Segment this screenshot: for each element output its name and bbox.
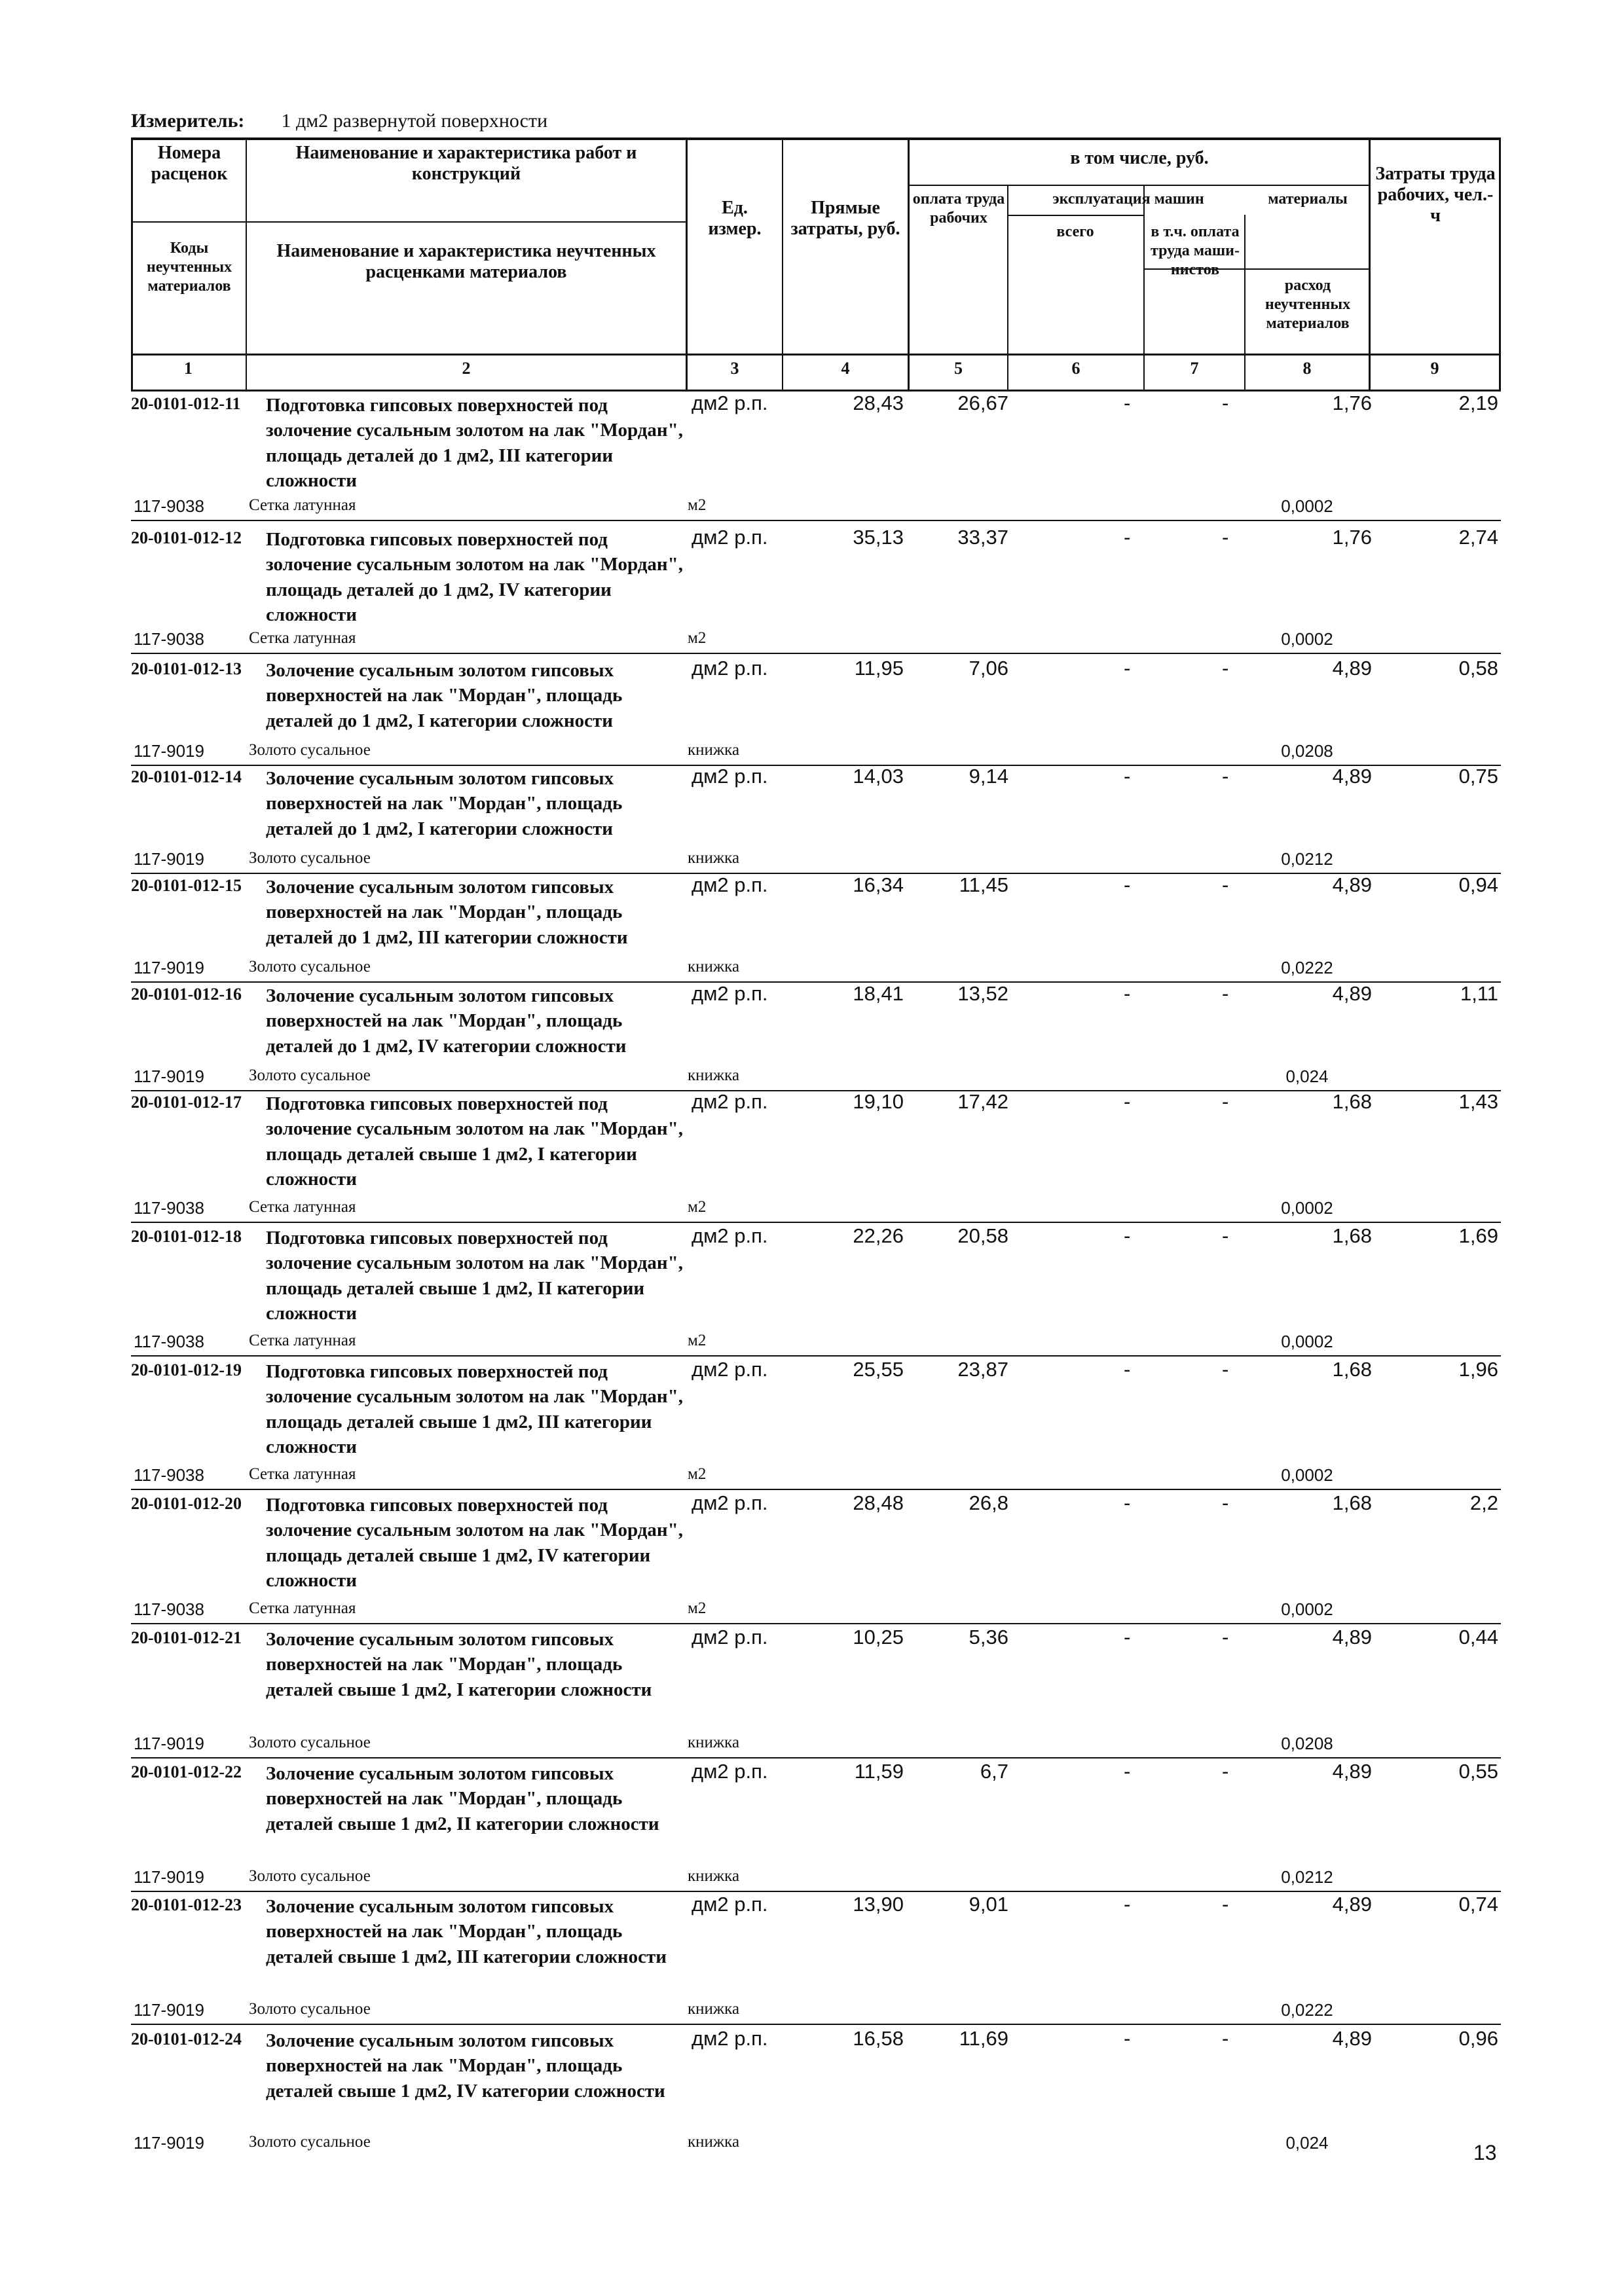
rate-name: Подготовка гипсовых поверхностей под золочение сусальным золотом на лак "Мордан", площадь деталей свыше 1 дм2, I категории сложности [266,1093,683,1190]
materials-cost: 4,89 [1332,765,1372,788]
hdr-c7: в т.ч. оплата труда маши-нистов [1150,223,1240,278]
rate-code: 20-0101-012-15 [131,876,242,895]
row-separator [131,520,1501,521]
row-separator [131,653,1501,654]
machines-labor: - [1222,1491,1229,1514]
labor-hours: 0,44 [1458,1626,1498,1649]
machines-total: - [1124,2027,1131,2050]
rate-code: 20-0101-012-24 [131,2030,242,2049]
col-num-3: 3 [730,359,739,378]
rate-unit: дм2 р.п. [692,873,768,896]
material-unit: книжка [688,741,740,759]
machines-total: - [1124,982,1131,1005]
labor-pay: 11,45 [959,873,1008,896]
labor-pay: 6,7 [980,1760,1008,1783]
rate-code: 20-0101-012-11 [131,394,241,413]
labor-pay: 33,37 [957,526,1008,549]
material-quantity: 0,0002 [1281,629,1333,649]
labor-pay: 20,58 [957,1224,1008,1247]
rate-name: Подготовка гипсовых поверхностей под золочение сусальным золотом на лак "Мордан", площадь деталей свыше 1 дм2, IV категории сложности [266,1495,683,1591]
rate-unit: дм2 р.п. [692,1491,768,1514]
hdr-group: в том числе, руб. [1070,148,1209,168]
direct-costs: 18,41 [853,982,904,1005]
direct-costs: 28,43 [853,392,904,414]
direct-costs: 10,25 [853,1626,904,1649]
rate-name: Золочение сусальным золотом гипсовых поверхностей на лак "Мордан", площадь деталей свыше 1 дм2, IV категории сложности [266,2030,665,2102]
rate-code: 20-0101-012-23 [131,1895,242,1914]
labor-hours: 0,96 [1458,2027,1498,2050]
hdr-c6: всего [1056,223,1094,240]
material-unit: м2 [688,1332,707,1349]
labor-hours: 2,19 [1458,392,1498,414]
machines-total: - [1124,1626,1131,1649]
labor-hours: 1,43 [1458,1090,1498,1113]
material-code: 117-9019 [134,1734,204,1753]
material-unit: м2 [688,496,707,514]
material-unit: м2 [688,1599,707,1617]
material-code: 117-9019 [134,1867,204,1887]
rate-unit: дм2 р.п. [692,1760,768,1783]
material-quantity: 0,0212 [1281,849,1333,869]
material-unit: книжка [688,2133,740,2151]
machines-labor: - [1222,526,1229,549]
rate-code: 20-0101-012-19 [131,1360,242,1379]
labor-pay: 9,01 [969,1893,1008,1916]
material-name: Золото сусальное [249,1066,371,1084]
material-quantity: 0,024 [1285,1066,1329,1086]
col-num-4: 4 [841,359,850,378]
materials-cost: 1,76 [1332,392,1372,414]
material-unit: книжка [688,1066,740,1084]
labor-hours: 1,96 [1458,1358,1498,1381]
machines-total: - [1124,1224,1131,1247]
material-code: 117-9038 [134,1465,204,1485]
material-unit: м2 [688,629,707,647]
hdr-c8: расход неучтенных материалов [1264,277,1351,332]
material-name: Сетка латунная [249,1465,356,1483]
rate-code: 20-0101-012-17 [131,1093,242,1112]
material-name: Сетка латунная [249,1599,356,1617]
rate-name: Золочение сусальным золотом гипсовых поверхностей на лак "Мордан", площадь деталей до 1 дм2, I категории сложности [266,660,623,731]
rate-code: 20-0101-012-18 [131,1227,242,1246]
materials-cost: 4,89 [1332,1893,1372,1916]
hdr-c1-top: Номера расценок [151,143,228,185]
material-code: 117-9038 [134,496,204,516]
rate-name: Золочение сусальным золотом гипсовых поверхностей на лак "Мордан", площадь деталей свыше 1 дм2, I категории сложности [266,1629,652,1700]
machines-total: - [1124,657,1131,680]
col-num-2: 2 [462,359,471,378]
labor-hours: 0,75 [1458,765,1498,788]
col-num-8: 8 [1302,359,1312,378]
material-name: Золото сусальное [249,741,371,759]
labor-pay: 26,8 [969,1491,1008,1514]
hdr-c1-bottom: Коды неучтенных материалов [146,240,232,295]
material-name: Сетка латунная [249,629,356,647]
col-num-7: 7 [1190,359,1199,378]
machines-labor: - [1222,1358,1229,1381]
labor-pay: 26,67 [957,392,1008,414]
material-code: 117-9038 [134,629,204,649]
hdr-materials: материалы [1268,191,1348,208]
direct-costs: 25,55 [853,1358,904,1381]
machines-labor: - [1222,1224,1229,1247]
materials-cost: 4,89 [1332,2027,1372,2050]
row-separator [131,2024,1501,2025]
material-quantity: 0,0002 [1281,496,1333,516]
rate-name: Золочение сусальным золотом гипсовых поверхностей на лак "Мордан", площадь деталей до 1 дм2, IV категории сложности [266,985,627,1057]
row-separator [131,1757,1501,1758]
rate-unit: дм2 р.п. [692,392,768,414]
rate-unit: дм2 р.п. [692,526,768,549]
machines-total: - [1124,873,1131,896]
material-code: 117-9038 [134,1198,204,1218]
machines-labor: - [1222,1893,1229,1916]
materials-cost: 4,89 [1332,657,1372,680]
material-code: 117-9019 [134,2133,204,2153]
page-number: 13 [1473,2141,1497,2164]
machines-labor: - [1222,657,1229,680]
material-quantity: 0,0222 [1281,2000,1333,2020]
labor-pay: 13,52 [957,982,1008,1005]
material-name: Сетка латунная [249,496,356,514]
col-num-6: 6 [1071,359,1080,378]
rate-name: Подготовка гипсовых поверхностей под золочение сусальным золотом на лак "Мордан", площадь деталей свыше 1 дм2, II категории сложности [266,1228,683,1324]
rate-unit: дм2 р.п. [692,1893,768,1916]
material-name: Золото сусальное [249,958,371,975]
rate-code: 20-0101-012-12 [131,528,242,547]
rate-unit: дм2 р.п. [692,2027,768,2050]
rate-unit: дм2 р.п. [692,982,768,1005]
hdr-c9: Затраты труда рабочих, чел.-ч [1375,164,1496,227]
labor-pay: 23,87 [957,1358,1008,1381]
machines-labor: - [1222,1760,1229,1783]
material-code: 117-9019 [134,958,204,977]
rate-unit: дм2 р.п. [692,1224,768,1247]
meter-line [131,110,547,132]
material-unit: книжка [688,2000,740,2018]
direct-costs: 22,26 [853,1224,904,1247]
material-unit: книжка [688,849,740,867]
material-name: Золото сусальное [249,1734,371,1751]
row-separator [131,1222,1501,1223]
rate-name: Золочение сусальным золотом гипсовых поверхностей на лак "Мордан", площадь деталей до 1 дм2, I категории сложности [266,768,623,839]
labor-pay: 9,14 [969,765,1008,788]
labor-pay: 5,36 [969,1626,1008,1649]
row-separator [131,1891,1501,1892]
rate-name: Подготовка гипсовых поверхностей под золочение сусальным золотом на лак "Мордан", площадь деталей до 1 дм2, IV категории сложности [266,529,683,625]
material-quantity: 0,0002 [1281,1599,1333,1619]
direct-costs: 13,90 [853,1893,904,1916]
material-quantity: 0,0002 [1281,1198,1333,1218]
labor-hours: 1,11 [1460,982,1498,1005]
rate-unit: дм2 р.п. [692,1626,768,1649]
header-table [131,137,1501,392]
material-unit: м2 [688,1198,707,1216]
materials-cost: 1,68 [1332,1090,1372,1113]
labor-hours: 1,69 [1458,1224,1498,1247]
material-quantity: 0,0212 [1281,1867,1333,1887]
material-quantity: 0,0002 [1281,1465,1333,1485]
col-num-9: 9 [1430,359,1439,378]
rate-unit: дм2 р.п. [692,657,768,680]
hdr-c2-bottom: Наименование и характеристика неучтенных расценками материалов [276,241,656,283]
hdr-machines: эксплуатация машин [1052,191,1204,208]
machines-total: - [1124,526,1131,549]
labor-hours: 0,74 [1458,1893,1498,1916]
material-code: 117-9019 [134,2000,204,2020]
direct-costs: 28,48 [853,1491,904,1514]
material-unit: книжка [688,1734,740,1751]
material-code: 117-9019 [134,849,204,869]
labor-pay: 11,69 [959,2027,1008,2050]
material-unit: книжка [688,1867,740,1885]
labor-pay: 7,06 [969,657,1008,680]
machines-total: - [1124,392,1131,414]
machines-labor: - [1222,982,1229,1005]
material-name: Сетка латунная [249,1332,356,1349]
machines-labor: - [1222,873,1229,896]
rate-code: 20-0101-012-14 [131,767,242,786]
materials-cost: 1,68 [1332,1358,1372,1381]
row-separator [131,1623,1501,1624]
rate-code: 20-0101-012-16 [131,985,242,1004]
materials-cost: 4,89 [1332,873,1372,896]
rate-code: 20-0101-012-21 [131,1628,242,1647]
machines-total: - [1124,1893,1131,1916]
materials-cost: 4,89 [1332,1626,1372,1649]
meter-label: Измеритель: [131,110,245,132]
labor-hours: 0,55 [1458,1760,1498,1783]
material-quantity: 0,0208 [1281,741,1333,761]
material-code: 117-9019 [134,1066,204,1086]
materials-cost: 1,76 [1332,526,1372,549]
material-quantity: 0,0002 [1281,1332,1333,1351]
rate-unit: дм2 р.п. [692,765,768,788]
direct-costs: 35,13 [853,526,904,549]
meter-value: 1 дм2 развернутой поверхности [281,110,548,132]
machines-total: - [1124,1090,1131,1113]
row-separator [131,1355,1501,1357]
rate-unit: дм2 р.п. [692,1358,768,1381]
machines-labor: - [1222,2027,1229,2050]
machines-labor: - [1222,765,1229,788]
machines-labor: - [1222,1090,1229,1113]
material-code: 117-9038 [134,1332,204,1351]
direct-costs: 16,34 [853,873,904,896]
material-quantity: 0,0222 [1281,958,1333,977]
machines-total: - [1124,1491,1131,1514]
material-unit: книжка [688,958,740,975]
col-num-1: 1 [184,359,193,378]
machines-total: - [1124,1358,1131,1381]
materials-cost: 1,68 [1332,1491,1372,1514]
hdr-c3: Ед. измер. [708,198,762,240]
material-unit: м2 [688,1465,707,1483]
rate-name: Золочение сусальным золотом гипсовых поверхностей на лак "Мордан", площадь деталей свыше 1 дм2, III категории сложности [266,1896,667,1967]
material-quantity: 0,0208 [1281,1734,1333,1753]
material-name: Сетка латунная [249,1198,356,1216]
col-num-5: 5 [954,359,963,378]
material-name: Золото сусальное [249,849,371,867]
labor-hours: 0,58 [1458,657,1498,680]
material-name: Золото сусальное [249,2133,371,2151]
labor-pay: 17,42 [957,1090,1008,1113]
hdr-c5: оплата труда рабочих [912,191,1005,227]
hdr-c2-top: Наименование и характеристика работ и конструкций [295,143,637,185]
rate-name: Золочение сусальным золотом гипсовых поверхностей на лак "Мордан", площадь деталей свыше 1 дм2, II категории сложности [266,1763,659,1834]
material-code: 117-9019 [134,741,204,761]
hdr-c4: Прямые затраты, руб. [790,198,900,240]
row-separator [131,1489,1501,1490]
rate-name: Золочение сусальным золотом гипсовых поверхностей на лак "Мордан", площадь деталей до 1 дм2, III категории сложности [266,877,628,948]
material-name: Золото сусальное [249,1867,371,1885]
rate-name: Подготовка гипсовых поверхностей под золочение сусальным золотом на лак "Мордан", площадь деталей свыше 1 дм2, III категории сложности [266,1361,683,1457]
labor-hours: 2,2 [1469,1491,1498,1514]
materials-cost: 4,89 [1332,1760,1372,1783]
material-quantity: 0,024 [1285,2133,1329,2153]
rate-code: 20-0101-012-20 [131,1494,242,1513]
direct-costs: 11,59 [854,1760,904,1783]
machines-labor: - [1222,392,1229,414]
rate-code: 20-0101-012-13 [131,659,242,678]
machines-total: - [1124,765,1131,788]
rate-code: 20-0101-012-22 [131,1762,242,1781]
direct-costs: 11,95 [854,657,904,680]
materials-cost: 4,89 [1332,982,1372,1005]
materials-cost: 1,68 [1332,1224,1372,1247]
material-name: Золото сусальное [249,2000,371,2018]
material-code: 117-9038 [134,1599,204,1619]
direct-costs: 14,03 [853,765,904,788]
direct-costs: 19,10 [853,1090,904,1113]
direct-costs: 16,58 [853,2027,904,2050]
labor-hours: 0,94 [1458,873,1498,896]
labor-hours: 2,74 [1458,526,1498,549]
machines-labor: - [1222,1626,1229,1649]
rate-name: Подготовка гипсовых поверхностей под золочение сусальным золотом на лак "Мордан", площадь деталей до 1 дм2, III категории сложности [266,395,683,491]
machines-total: - [1124,1760,1131,1783]
rate-unit: дм2 р.п. [692,1090,768,1113]
